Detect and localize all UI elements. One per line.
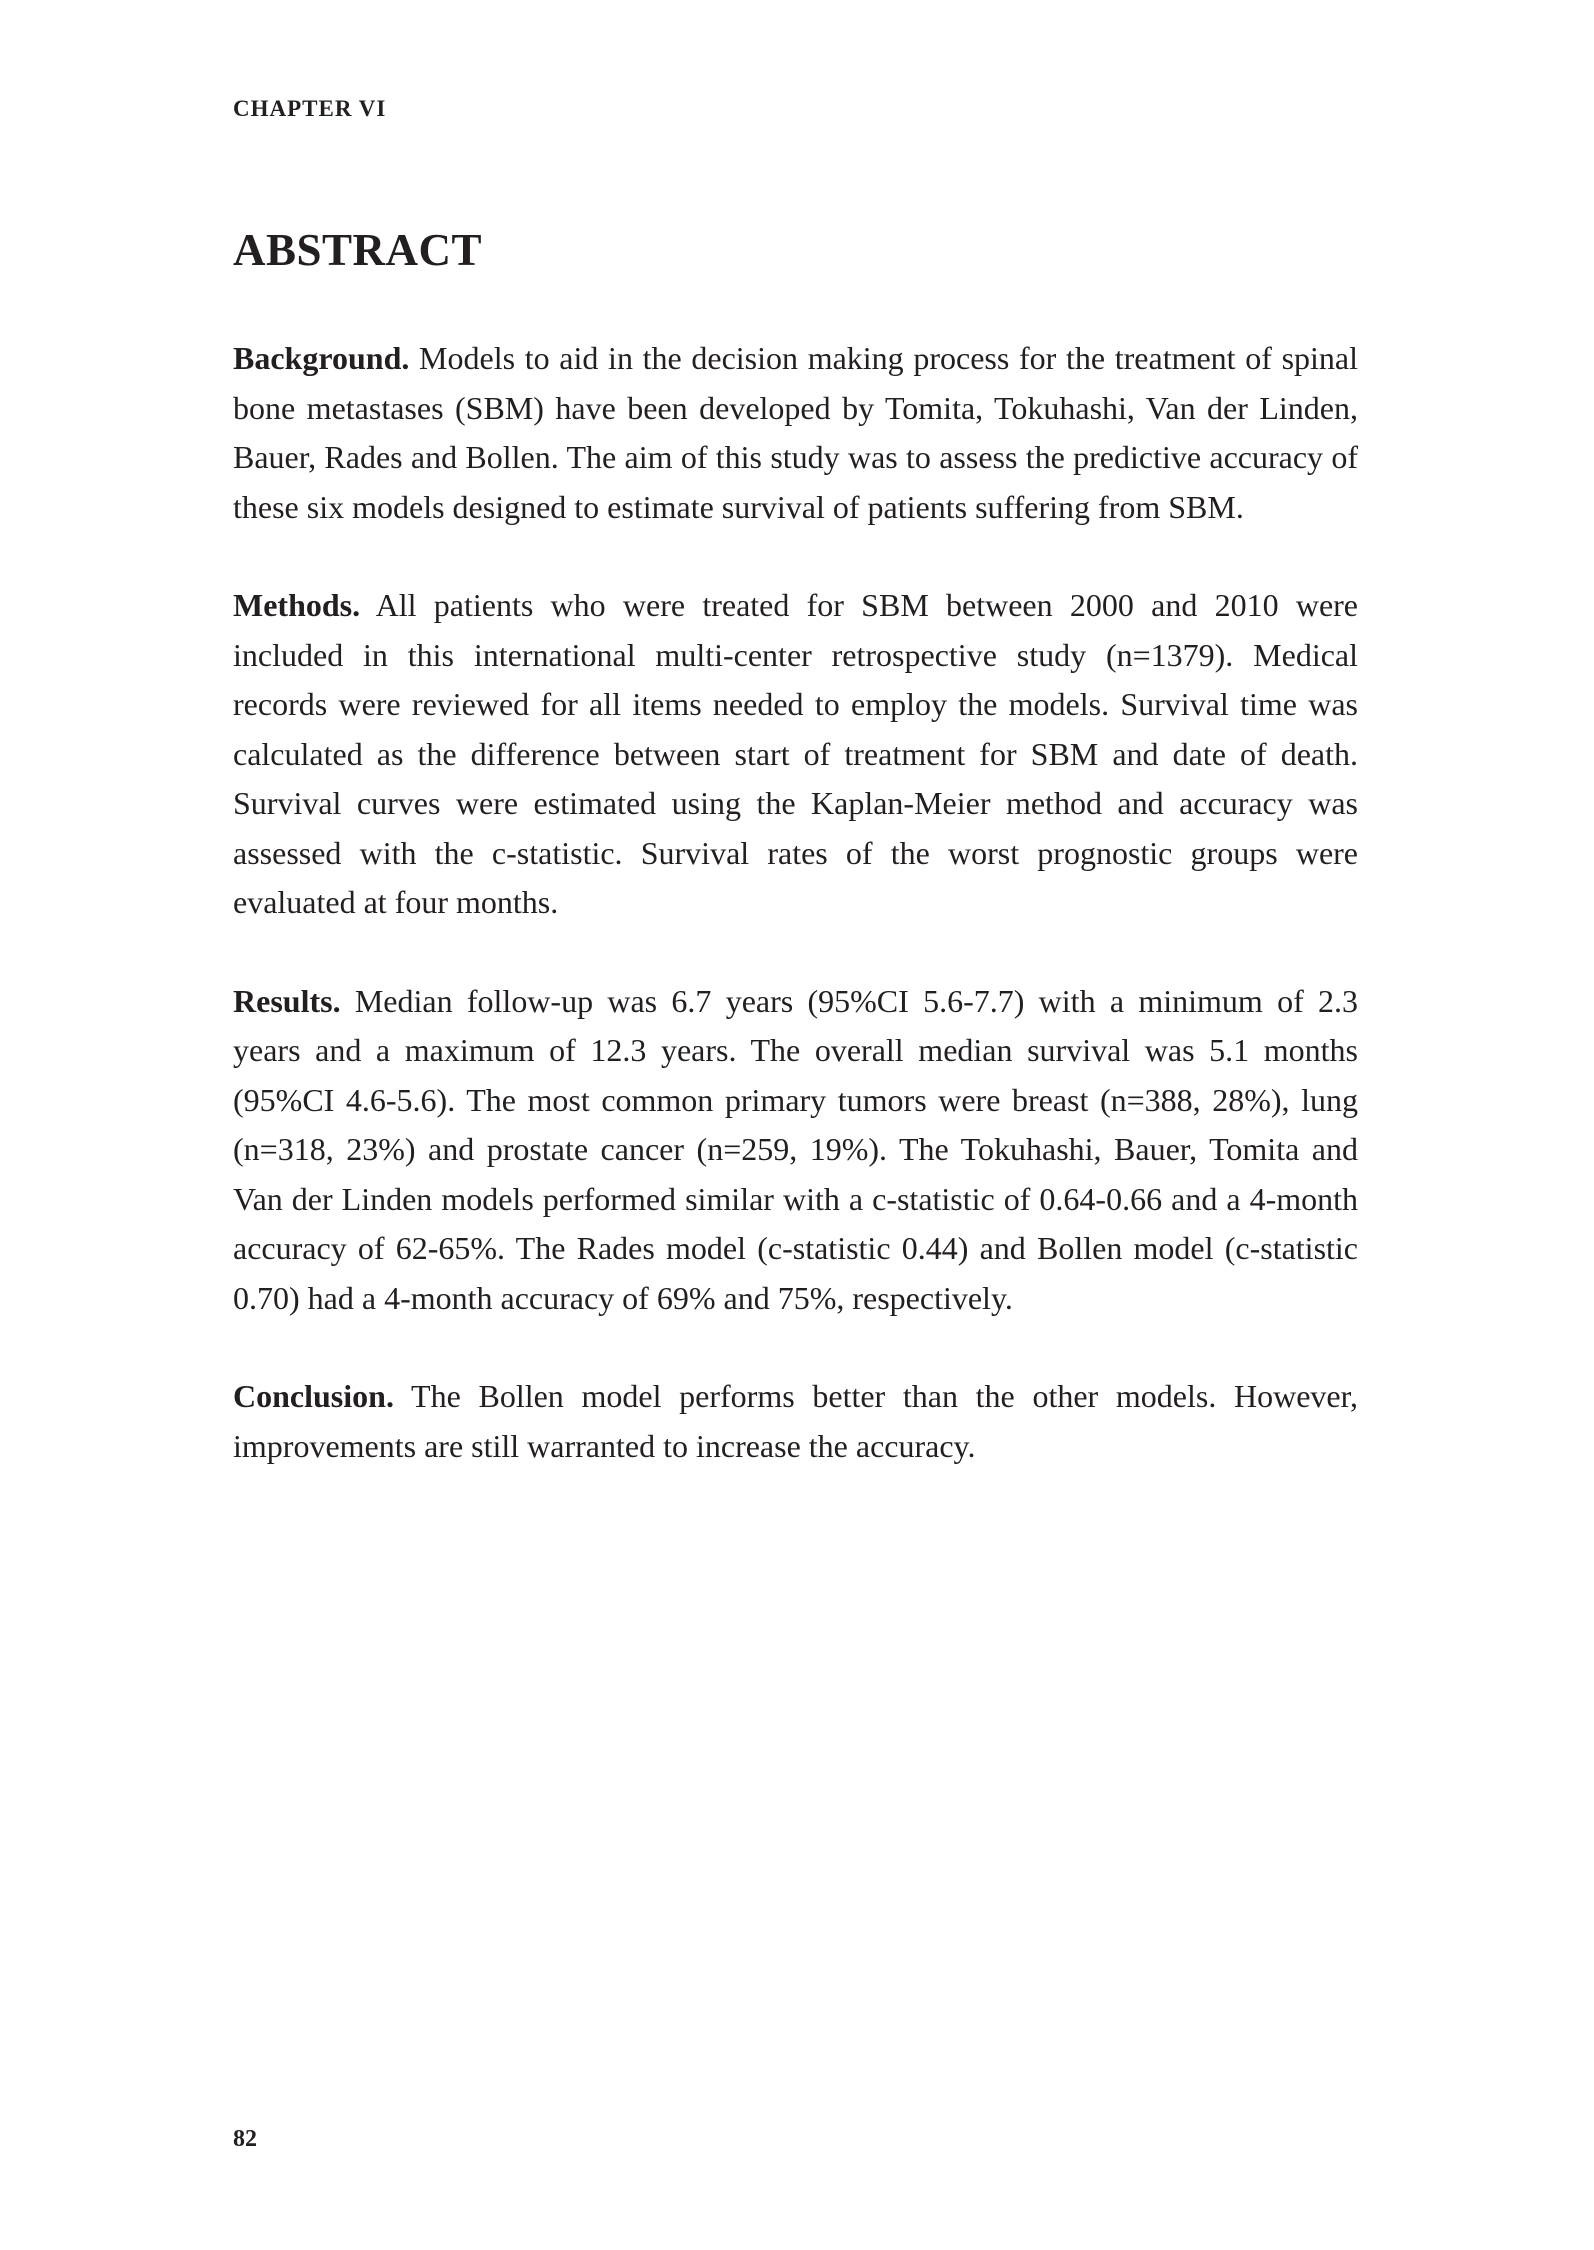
- methods-label: Methods.: [233, 587, 361, 623]
- methods-paragraph: [233, 581, 1358, 928]
- results-text: Median follow-up was 6.7 years (95%CI 5.6-7.7) with a minimum of 2.3 years and a maximum of 12.3 years. The overall median survival was 5.1 months (95%CI 4.6-5.6). The most common primary tumors were breast (n=388, 28%), lung (n=318, 23%) and prostate cancer (n=259, 19%). The Tokuhashi, Bauer, Tomita and Van der Linden models performed similar with a c-statistic of 0.64-0.66 and a 4-month accuracy of 62-65%. The Rades model (c-statistic 0.44) and Bollen model (c-statistic 0.70) had a 4-month accuracy of 69% and 75%, respectively.: [233, 982, 1358, 1316]
- conclusion-label: Conclusion.: [233, 1378, 394, 1414]
- conclusion-paragraph: [233, 1372, 1358, 1471]
- running-head: CHAPTER VI: [233, 96, 387, 121]
- background-text: Models to aid in the decision making process for the treatment of spinal bone metastases (SBM) have been developed by Tomita, Tokuhashi, Van der Linden, Bauer, Rades and Bollen. The aim of this study was to assess the predictive accuracy of these six models designed to estimate survival of patients suffering from SBM.: [233, 340, 1359, 525]
- abstract-body: [233, 334, 1358, 1520]
- background-label: Background.: [233, 340, 410, 376]
- background-paragraph: [233, 334, 1358, 532]
- results-paragraph: [233, 977, 1358, 1324]
- page-number: 82: [233, 2126, 257, 2152]
- conclusion-text: The Bollen model performs better than the other models. However, improvements are still warranted to increase the accuracy.: [233, 1378, 1359, 1464]
- results-label: Results.: [233, 982, 341, 1019]
- page-title: ABSTRACT: [233, 225, 483, 275]
- methods-text: All patients who were treated for SBM between 2000 and 2010 were included in this international multi-center retrospective study (n=1379). Medical records were reviewed for all items needed to employ the models. Survival time was calculated as the difference between start of treatment for SBM and date of death. Survival curves were estimated using the Kaplan-Meier method and accuracy was assessed with the c-statistic. Survival rates of the worst prognostic groups were evaluated at four months.: [233, 587, 1359, 920]
